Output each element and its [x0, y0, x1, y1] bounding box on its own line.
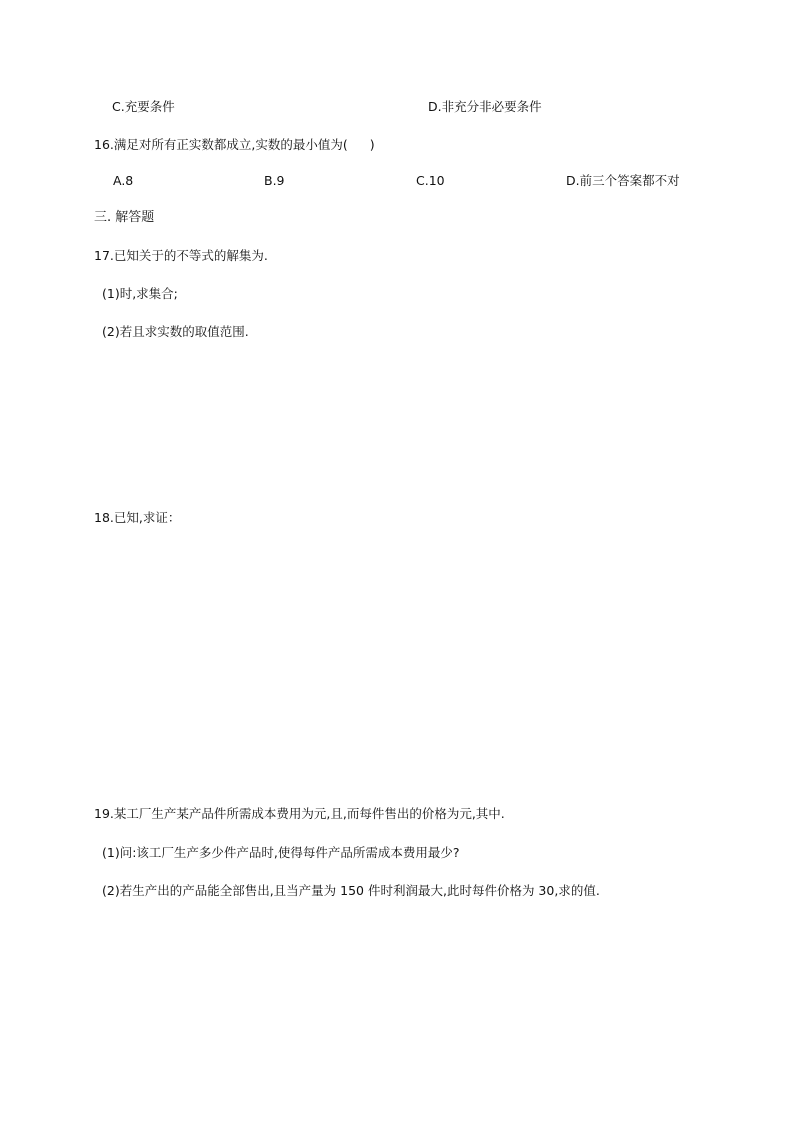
q17-stem: 17.已知关于的不等式的解集为.: [94, 248, 268, 263]
q17-part-1: (1)时,求集合;: [102, 286, 178, 301]
q16-option-b: B.9: [264, 173, 285, 188]
q16-stem-close: ): [369, 137, 375, 152]
q15-option-c: C.充要条件: [112, 99, 175, 114]
q16-stem: [94, 137, 375, 153]
q18-stem: 18.已知,求证：: [94, 510, 181, 525]
q19-stem: 19.某工厂生产某产品件所需成本费用为元,且,而每件售出的价格为元,其中.: [94, 806, 505, 821]
section-title-solutions: 三. 解答题: [94, 210, 155, 225]
q16-stem-text: 16.满足对所有正实数都成立,实数的最小值为(: [94, 137, 348, 152]
q16-option-c: C.10: [416, 173, 445, 188]
q16-option-a: A.8: [113, 173, 134, 188]
q16-option-d: D.前三个答案都不对: [566, 173, 680, 188]
q15-option-d: D.非充分非必要条件: [428, 99, 542, 114]
q19-part-2: (2)若生产出的产品能全部售出,且当产量为 150 件时利润最大,此时每件价格为 30,求的值.: [102, 883, 600, 898]
q17-part-2: (2)若且求实数的取值范围.: [102, 324, 249, 339]
q19-part-1: (1)问:该工厂生产多少件产品时,使得每件产品所需成本费用最少?: [102, 845, 460, 860]
